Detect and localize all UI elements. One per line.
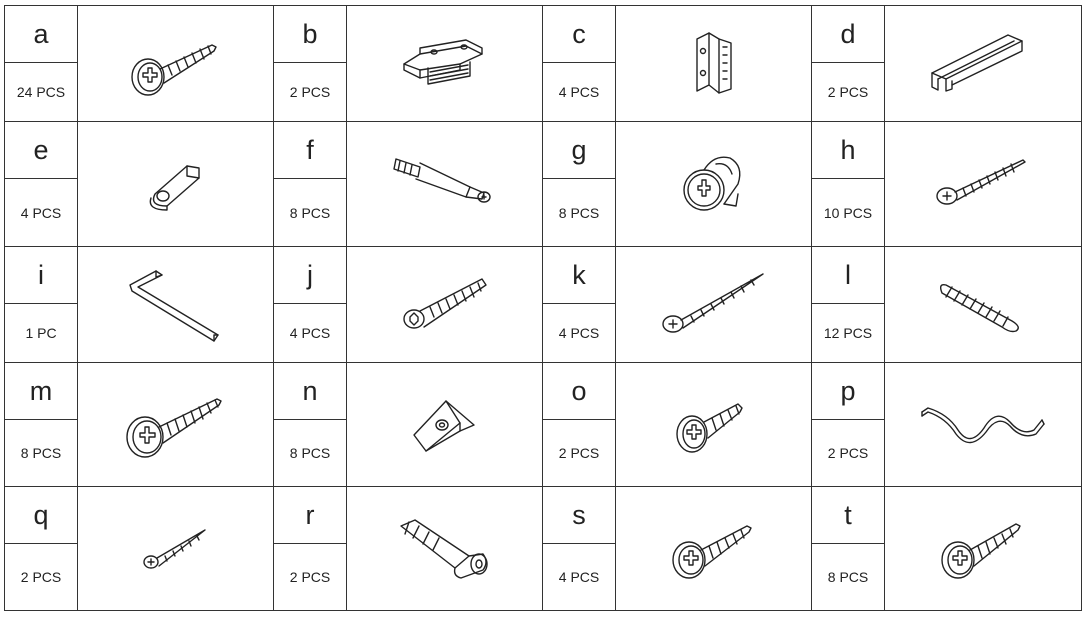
part-quantity: 2 PCS: [289, 569, 331, 585]
part-letter: m: [5, 363, 77, 420]
part-image-i: [78, 247, 274, 363]
part-letter: g: [543, 122, 615, 179]
part-label-m: [5, 363, 78, 487]
wooden-dowel-icon: [938, 275, 1028, 335]
part-quantity: 4 PCS: [289, 325, 331, 341]
part-image-l: [885, 247, 1081, 363]
part-quantity: 24 PCS: [16, 84, 66, 100]
wood-screw-icon: [669, 514, 759, 584]
hinge-bracket-icon: [689, 29, 739, 99]
part-label-r: [274, 487, 347, 610]
part-letter: f: [274, 122, 346, 179]
part-letter: d: [812, 6, 884, 63]
part-letter: j: [274, 247, 346, 304]
cam-bolt-icon: [390, 149, 500, 219]
part-quantity: 4 PCS: [558, 325, 600, 341]
wall-anchor-icon: [395, 514, 495, 584]
part-quantity: 2 PCS: [289, 84, 331, 100]
part-letter: p: [812, 363, 884, 420]
part-image-c: [616, 6, 812, 122]
hardware-parts-sheet: [4, 5, 1082, 611]
corner-block-icon: [410, 395, 480, 455]
part-label-c: [543, 6, 616, 122]
part-label-l: [812, 247, 885, 363]
part-label-h: [812, 122, 885, 247]
part-image-m: [78, 363, 274, 487]
part-image-h: [885, 122, 1081, 247]
part-letter: k: [543, 247, 615, 304]
part-letter: c: [543, 6, 615, 63]
part-label-p: [812, 363, 885, 487]
shelf-support-tab-icon: [141, 154, 211, 214]
part-quantity: 8 PCS: [558, 204, 600, 221]
part-letter: i: [5, 247, 77, 304]
drywall-screw-icon: [933, 154, 1033, 214]
part-label-i: [5, 247, 78, 363]
part-image-e: [78, 122, 274, 247]
part-letter: l: [812, 247, 884, 304]
part-image-f: [347, 122, 543, 247]
part-quantity: 2 PCS: [558, 445, 600, 461]
allen-key-icon: [126, 265, 226, 345]
part-image-q: [78, 487, 274, 610]
part-quantity: 2 PCS: [20, 569, 62, 585]
part-label-k: [543, 247, 616, 363]
parts-grid: [4, 5, 1082, 611]
wood-screw-icon: [938, 514, 1028, 584]
part-image-b: [347, 6, 543, 122]
small-screw-icon: [141, 524, 211, 574]
u-channel-icon: [928, 29, 1038, 99]
hex-bolt-icon: [400, 275, 490, 335]
part-letter: o: [543, 363, 615, 420]
part-label-f: [274, 122, 347, 247]
part-image-d: [885, 6, 1081, 122]
part-quantity: 10 PCS: [823, 204, 873, 221]
part-letter: e: [5, 122, 77, 179]
part-label-q: [5, 487, 78, 610]
part-label-g: [543, 122, 616, 247]
part-label-j: [274, 247, 347, 363]
wood-screw-icon: [126, 29, 226, 99]
part-image-a: [78, 6, 274, 122]
part-letter: a: [5, 6, 77, 63]
part-quantity: 4 PCS: [20, 204, 62, 221]
long-screw-icon: [659, 270, 769, 340]
part-label-t: [812, 487, 885, 610]
part-letter: r: [274, 487, 346, 544]
part-letter: b: [274, 6, 346, 63]
part-image-k: [616, 247, 812, 363]
part-image-j: [347, 247, 543, 363]
wood-screw-icon: [121, 385, 231, 465]
part-quantity: 12 PCS: [823, 325, 873, 341]
part-letter: q: [5, 487, 77, 544]
part-quantity: 8 PCS: [289, 445, 331, 461]
part-label-n: [274, 363, 347, 487]
part-letter: t: [812, 487, 884, 544]
part-label-o: [543, 363, 616, 487]
part-label-a: [5, 6, 78, 122]
part-label-e: [5, 122, 78, 247]
part-image-r: [347, 487, 543, 610]
part-image-n: [347, 363, 543, 487]
part-image-s: [616, 487, 812, 610]
part-quantity: 4 PCS: [558, 569, 600, 585]
part-quantity: 1 PC: [25, 325, 57, 341]
part-image-g: [616, 122, 812, 247]
part-quantity: 8 PCS: [20, 445, 62, 461]
part-quantity: 2 PCS: [827, 84, 869, 100]
part-image-t: [885, 487, 1081, 610]
part-quantity: 4 PCS: [558, 84, 600, 100]
magnetic-catch-icon: [400, 34, 490, 94]
part-label-s: [543, 487, 616, 610]
part-quantity: 8 PCS: [827, 569, 869, 585]
part-image-p: [885, 363, 1081, 487]
part-quantity: 8 PCS: [289, 204, 331, 221]
short-screw-icon: [674, 390, 754, 460]
part-label-b: [274, 6, 347, 122]
part-letter: s: [543, 487, 615, 544]
part-label-d: [812, 6, 885, 122]
cam-lock-icon: [674, 144, 754, 224]
part-letter: n: [274, 363, 346, 420]
part-quantity: 2 PCS: [827, 445, 869, 461]
part-image-o: [616, 363, 812, 487]
wave-spring-icon: [918, 400, 1048, 450]
part-letter: h: [812, 122, 884, 179]
